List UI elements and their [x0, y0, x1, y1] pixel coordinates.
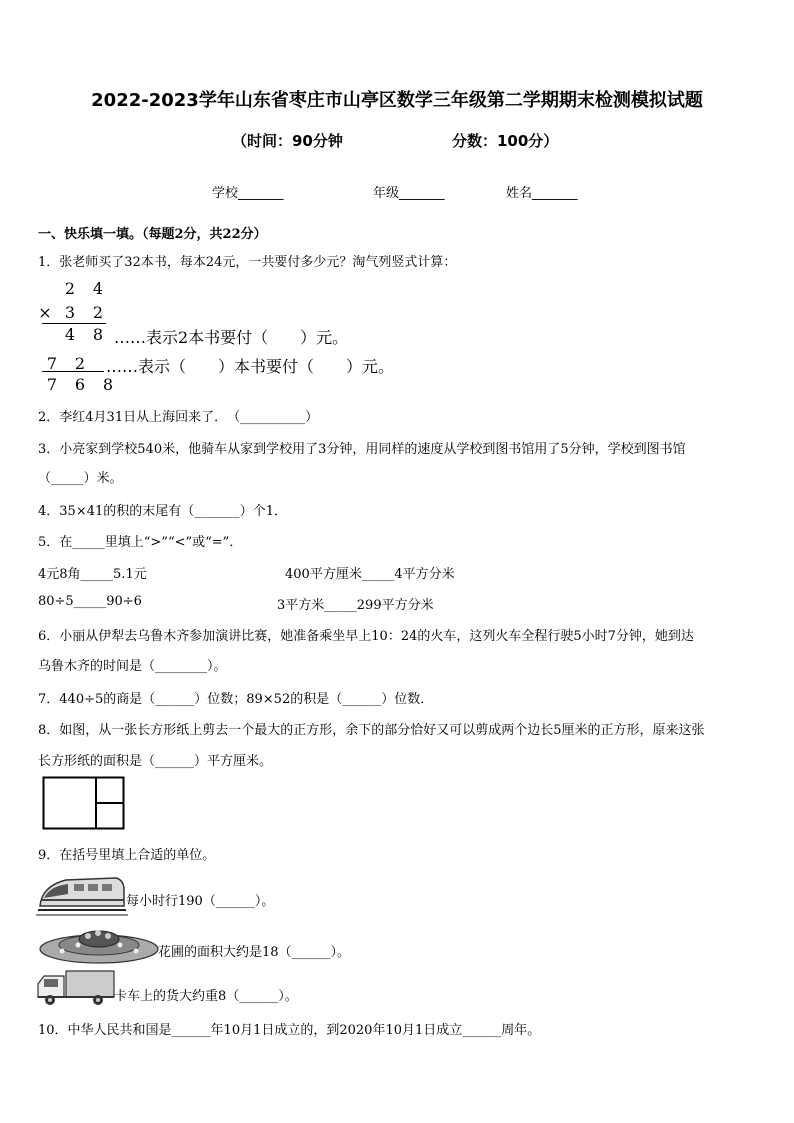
vertical-calc-row2: × 3 2 — [38, 303, 104, 322]
vertical-calc-row4: 7 2 — [46, 354, 86, 373]
vertical-calc-row5: 7 6 8 — [46, 375, 114, 394]
calc-row4-note: ……表示（ ）本书要付（ ）元。 — [106, 357, 395, 376]
exam-score: 分数：100分） — [452, 132, 559, 150]
page-title: 2022-2023学年山东省枣庄市山亭区数学三年级第二学期期末检测模拟试题 — [91, 90, 703, 111]
rectangle-diagram — [42, 776, 126, 830]
question-6-line2: 乌鲁木齐的时间是（________）。 — [38, 659, 227, 674]
question-5c: 80÷5_____90÷6 — [38, 594, 142, 609]
question-8-line1: 8．如图，从一张长方形纸上剪去一个最大的正方形，余下的部分恰好又可以剪成两个边长5厘米的正方形，原来这张 — [38, 723, 705, 738]
flower-bed-icon — [38, 923, 160, 965]
vertical-calc-row1: 2 4 — [64, 279, 104, 298]
calc-divider-1 — [42, 323, 106, 324]
question-10: 10．中华人民共和国是______年10月1日成立的，到2020年10月1日成立______周年。 — [38, 1023, 541, 1038]
question-5b: 400平方厘米_____4平方分米 — [285, 567, 455, 582]
vertical-calc-row3: 4 8 — [64, 325, 104, 344]
section-heading: 一、快乐填一填。（每题2分，共22分） — [38, 227, 267, 242]
question-9a: 每小时行190（______）。 — [126, 894, 275, 909]
calc-divider-2 — [42, 371, 104, 372]
question-5: 5．在_____里填上“>”“<”或“=”． — [38, 535, 243, 550]
question-4: 4．35×41的积的末尾有（_______）个1． — [38, 504, 288, 519]
question-3-line1: 3．小亮家到学校540米，他骑车从家到学校用了3分钟，用同样的速度从学校到图书馆用了5分钟，学校到图书馆 — [38, 442, 686, 457]
question-6-line1: 6．小丽从伊犁去乌鲁木齐参加演讲比赛，她准备乘坐早上10：24的火车，这列火车全程行驶5小时7分钟，她到达 — [38, 629, 694, 644]
truck-icon — [36, 968, 116, 1008]
question-3-line2: （_____）米。 — [38, 471, 123, 486]
name-field: 姓名_______ — [506, 186, 578, 201]
school-field: 学校_______ — [212, 186, 284, 201]
question-9c: 卡车上的货大约重8（______）。 — [114, 989, 298, 1004]
grade-field: 年级_______ — [373, 186, 445, 201]
question-9: 9．在括号里填上合适的单位。 — [38, 848, 216, 863]
question-5d: 3平方米_____299平方分米 — [277, 598, 434, 613]
question-1: 1．张老师买了32本书，每本24元，一共要付多少元？淘气列竖式计算： — [38, 255, 457, 270]
question-2: 2．李红4月31日从上海回来了． （__________） — [38, 410, 319, 425]
train-icon — [36, 870, 128, 918]
question-5a: 4元8角_____5.1元 — [38, 567, 147, 582]
exam-time: （时间：90分钟 — [232, 132, 343, 150]
question-8-line2: 长方形纸的面积是（______）平方厘米。 — [38, 754, 273, 769]
question-7: 7．440÷5的商是（______）位数；89×52的积是（______）位数． — [38, 692, 434, 707]
question-9b: 花圃的面积大约是18（______）。 — [158, 945, 351, 960]
calc-row3-note: ……表示2本书要付（ ）元。 — [114, 328, 349, 347]
